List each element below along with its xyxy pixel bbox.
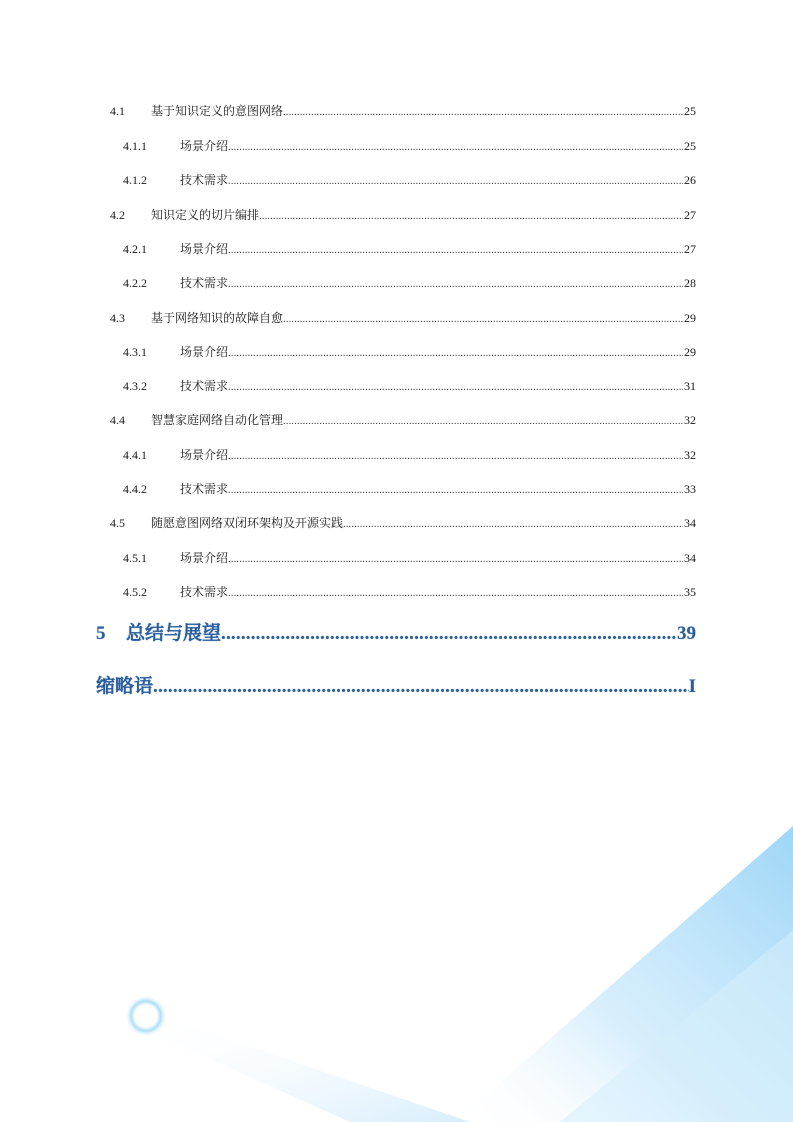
toc-entry-page: 25 <box>684 104 696 118</box>
toc-entry-page: 25 <box>684 139 696 153</box>
toc-subsection-entry[interactable] <box>123 240 696 258</box>
toc-entry-page: 34 <box>684 516 696 530</box>
toc-entry-title: 技术需求 <box>180 482 229 496</box>
toc-entry-title: 智慧家庭网络自动化管理 <box>151 413 284 427</box>
toc-entry-number: 4.4.1 <box>123 448 147 462</box>
toc-subsection-entry[interactable] <box>123 549 696 567</box>
toc-entry-page: 27 <box>684 208 696 222</box>
toc-entry-number: 4.5.2 <box>123 585 147 599</box>
toc-entry-number: 4.4.2 <box>123 482 147 496</box>
toc-entry-title: 技术需求 <box>180 173 229 187</box>
toc-dot-leader <box>283 413 683 431</box>
toc-entry-title: 场景介绍 <box>180 551 229 565</box>
toc-entry-number: 4.5 <box>110 516 125 530</box>
toc-entry-number: 4.2 <box>110 208 125 222</box>
toc-entry-page: 35 <box>684 585 696 599</box>
toc-dot-leader <box>283 311 683 329</box>
toc-section-entry[interactable] <box>110 102 696 120</box>
toc-abbreviations-title: 缩略语 <box>96 676 154 697</box>
toc-entry-page: 28 <box>684 276 696 290</box>
toc-chapter-page: 39 <box>677 623 696 644</box>
toc-chapter-number: 5 <box>96 623 106 644</box>
toc-entry-number: 4.1.2 <box>123 173 147 187</box>
toc-entry-page: 32 <box>684 448 696 462</box>
toc-subsection-entry[interactable] <box>123 480 696 498</box>
toc-dot-leader <box>228 276 683 294</box>
toc-entry-title: 基于网络知识的故障自愈 <box>151 311 284 325</box>
toc-entry-page: 29 <box>684 311 696 325</box>
toc-entry-title: 技术需求 <box>180 379 229 393</box>
toc-subsection-entry[interactable] <box>123 583 696 601</box>
toc-entry-page: 27 <box>684 242 696 256</box>
toc-entry-title: 场景介绍 <box>180 345 229 359</box>
toc-dot-leader <box>228 379 683 397</box>
toc-entry-number: 4.3.2 <box>123 379 147 393</box>
toc-dot-leader <box>283 104 683 122</box>
toc-entry-number: 4.2.2 <box>123 276 147 290</box>
toc-entry-title: 技术需求 <box>180 585 229 599</box>
toc-dot-leader <box>228 585 683 603</box>
toc-dot-leader <box>221 621 677 647</box>
toc-section-entry[interactable] <box>110 206 696 224</box>
toc-entry-page: 32 <box>684 413 696 427</box>
toc-abbreviations-page: I <box>688 676 696 697</box>
toc-entry-number: 4.5.1 <box>123 551 147 565</box>
toc-entry-title: 知识定义的切片编排 <box>151 208 260 222</box>
toc-dot-leader <box>343 516 683 534</box>
toc-dot-leader <box>153 674 689 700</box>
toc-entry-title: 基于知识定义的意图网络 <box>151 104 284 118</box>
toc-chapter-title: 总结与展望 <box>126 623 222 644</box>
toc-dot-leader <box>228 551 683 569</box>
toc-subsection-entry[interactable] <box>123 171 696 189</box>
toc-dot-leader <box>228 345 683 363</box>
toc-entry-number: 4.2.1 <box>123 242 147 256</box>
toc-abbreviations-entry[interactable] <box>96 674 696 700</box>
toc-subsection-entry[interactable] <box>123 274 696 292</box>
toc-subsection-entry[interactable] <box>123 343 696 361</box>
toc-dot-leader <box>228 448 683 466</box>
toc-entry-page: 34 <box>684 551 696 565</box>
toc-entry-title: 场景介绍 <box>180 448 229 462</box>
toc-dot-leader <box>228 242 683 260</box>
toc-subsection-entry[interactable] <box>123 377 696 395</box>
toc-entry-page: 31 <box>684 379 696 393</box>
toc-section-entry[interactable] <box>110 411 696 429</box>
toc-entry-number: 4.4 <box>110 413 125 427</box>
toc-subsection-entry[interactable] <box>123 446 696 464</box>
toc-entry-title: 技术需求 <box>180 276 229 290</box>
toc-entry-number: 4.1 <box>110 104 125 118</box>
toc-dot-leader <box>228 482 683 500</box>
toc-entry-page: 26 <box>684 173 696 187</box>
toc-entry-page: 29 <box>684 345 696 359</box>
toc-entry-title: 随愿意图网络双闭环架构及开源实践 <box>151 516 344 530</box>
toc-subsection-entry[interactable] <box>123 137 696 155</box>
toc-dot-leader <box>259 208 683 226</box>
toc-entry-title: 场景介绍 <box>180 242 229 256</box>
toc-entry-title: 场景介绍 <box>180 139 229 153</box>
toc-section-entry[interactable] <box>110 309 696 327</box>
toc-entry-number: 4.3.1 <box>123 345 147 359</box>
toc-dot-leader <box>228 139 683 157</box>
toc-dot-leader <box>228 173 683 191</box>
toc-chapter-entry[interactable] <box>96 621 696 647</box>
toc-entry-page: 33 <box>684 482 696 496</box>
toc-section-entry[interactable] <box>110 514 696 532</box>
toc-entry-number: 4.1.1 <box>123 139 147 153</box>
toc-entry-number: 4.3 <box>110 311 125 325</box>
